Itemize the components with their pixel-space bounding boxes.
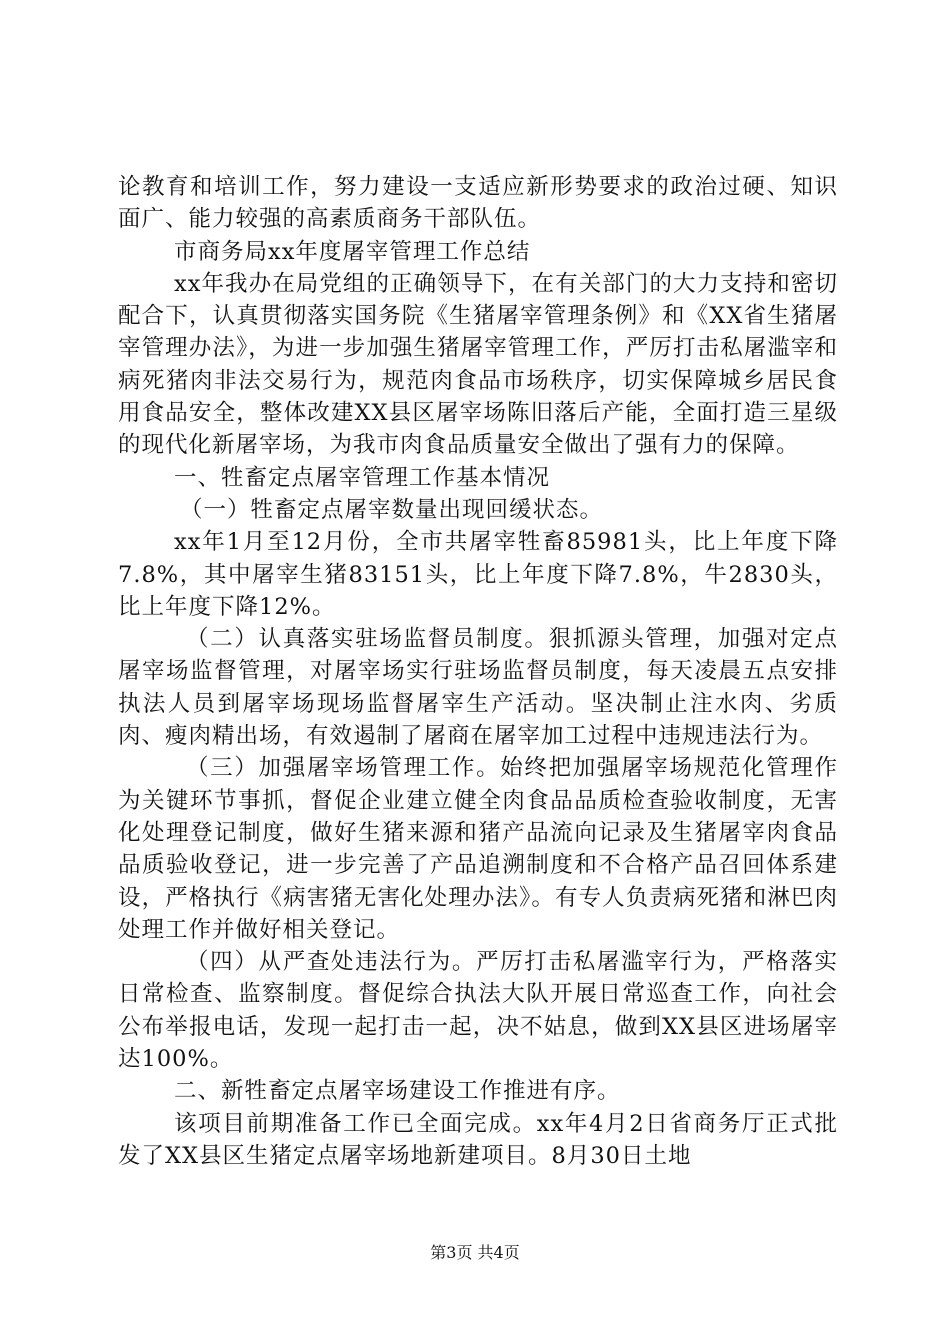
paragraph-project: 该项目前期准备工作已全面完成。xx年4月2日省商务厅正式批发了XX县区生猪定点屠宰场地新建项目。8月30日土地 <box>118 1110 838 1169</box>
paragraph-enforcement: （四）从严查处违法行为。严厉打击私屠滥宰行为，严格落实日常检查、监察制度。督促综合执法大队开展日常巡查工作，向社会公布举报电话，发现一起打击一起，决不姑息，做到XX县区进场屠宰达100%。 <box>118 949 838 1073</box>
paragraph-continuation: 论教育和培训工作，努力建设一支适应新形势要求的政治过硬、知识面广、能力较强的高素质商务干部队伍。 <box>118 174 838 233</box>
paragraph-supervisor-system: （二）认真落实驻场监督员制度。狠抓源头管理，加强对定点屠宰场监督管理，对屠宰场实行驻场监督员制度，每天凌晨五点安排执法人员到屠宰场现场监督屠宰生产活动。坚决制止注水肉、劣质肉、瘦肉精出场，有效遏制了屠商在屠宰加工过程中违规违法行为。 <box>118 626 838 750</box>
document-body <box>118 171 838 1172</box>
heading-section-2: 二、新牲畜定点屠宰场建设工作推进有序。 <box>174 1078 621 1105</box>
paragraph-intro: xx年我办在局党组的正确领导下，在有关部门的大力支持和密切配合下，认真贯彻落实国务院《生猪屠宰管理条例》和《XX省生猪屠宰管理办法》，为进一步加强生猪屠宰管理工作，严厉打击私屠滥宰和病死猪肉非法交易行为，规范肉食品市场秩序，切实保障城乡居民食用食品安全，整体改建XX县区屠宰场陈旧落后产能，全面打造三星级的现代化新屠宰场，为我市肉食品质量安全做出了强有力的保障。 <box>118 270 838 459</box>
paragraph-statistics: xx年1月至12月份，全市共屠宰牲畜85981头，比上年度下降7.8%，其中屠宰生猪83151头，比上年度下降7.8%，牛2830头，比上年度下降12%。 <box>118 529 838 620</box>
section-title: 市商务局xx年度屠宰管理工作总结 <box>174 238 531 265</box>
paragraph-slaughterhouse-management: （三）加强屠宰场管理工作。始终把加强屠宰场规范化管理作为关键环节事抓，督促企业建立健全肉食品品质检查验收制度，无害化处理登记制度，做好生猪来源和猪产品流向记录及生猪屠宰肉食品品质验收登记，进一步完善了产品追溯制度和不合格产品召回体系建设，严格执行《病害猪无害化处理办法》。有专人负责病死猪和淋巴肉处理工作并做好相关登记。 <box>118 755 838 943</box>
heading-section-1: 一、牲畜定点屠宰管理工作基本情况 <box>174 464 551 491</box>
subheading-1: （一）牲畜定点屠宰数量出现回缓状态。 <box>180 496 604 523</box>
page-number-footer: 第3页 共4页 <box>430 1243 520 1262</box>
